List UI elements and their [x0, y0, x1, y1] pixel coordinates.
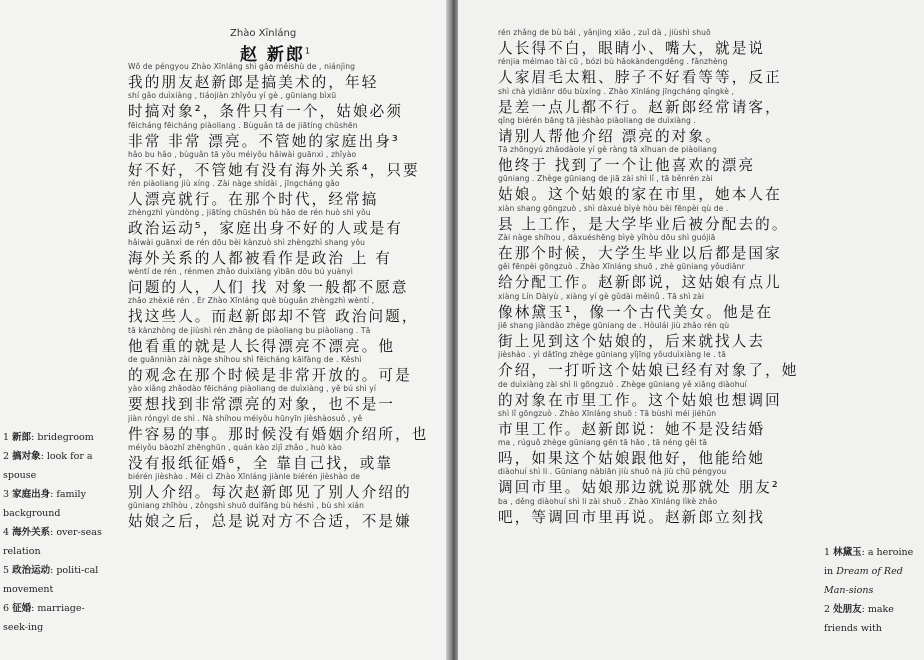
footnote-sep: : [40, 451, 47, 462]
text-line [128, 472, 440, 501]
pinyin-line: ba , děng diàohuí shì li zài shuō . Zhào Xīnláng lìkè zhǎo [498, 496, 718, 506]
pinyin-line: diàohuí shì li . Gūniang nàbiān jiù shuō nà jiù chū péngyou [498, 467, 727, 477]
left-page [0, 0, 452, 660]
pinyin-line: Zài nàge shíhou , dàxuéshēng bìyè yǐhòu dōu shì guójiā [498, 233, 716, 243]
chinese-line: 的观念在那个时候是非常开放的。可是 [128, 366, 412, 384]
right-footnotes [824, 543, 924, 638]
pinyin-line: de duìxiàng zài shì li gōngzuò . Zhège gūniang yě xiǎng diàohuí [498, 379, 747, 389]
footnote-def: a heroine in [824, 547, 914, 577]
pinyin-line: rén piàoliang jiù xíng . Zài nàge shídài , jīngcháng gǎo [128, 179, 340, 189]
text-line [128, 414, 440, 443]
footnote [3, 599, 108, 637]
text-line [498, 233, 846, 262]
footnote-term: 搞对象 [12, 451, 41, 462]
footnote-sep: : [50, 527, 57, 538]
footnote [3, 447, 108, 485]
chinese-line: 政治运动⁵，家庭出身不好的人或是有 [128, 220, 404, 238]
footnote-def: family background [3, 489, 86, 519]
text-line [498, 87, 846, 116]
text-line [498, 497, 846, 526]
text-line [498, 350, 846, 379]
chinese-line: 在那个时候，大学生毕业以后都是国家 [498, 245, 782, 263]
text-line [128, 296, 440, 325]
footnote-term: 海外关系 [12, 527, 51, 538]
text-line [498, 116, 846, 145]
title-note-ref: 1 [304, 46, 313, 56]
footnote [824, 543, 924, 600]
chinese-line: 像林黛玉¹，像一个古代美女。他是在 [498, 303, 774, 321]
chinese-line: 人长得不白，眼睛小、嘴大，就是说 [498, 40, 766, 57]
pinyin-line: gūniang . Zhège gūniang de jiā zài shì lǐ , tā běnrén zài [498, 174, 713, 184]
footnote-term: 处朋友 [833, 604, 862, 615]
pinyin-line: shì chà yìdiǎnr dōu bùxíng . Zhào Xīnláng jīngcháng qǐngkè , [498, 86, 735, 96]
right-text-block [498, 28, 846, 526]
pinyin-line: fēicháng fēicháng piàoliang . Bùguǎn tā de jiātíng chūshēn [128, 120, 358, 130]
footnote-num: 5 [3, 565, 13, 576]
chinese-line: 别人介绍。每次赵新郎见了别人介绍的 [128, 484, 412, 502]
chinese-line: 县 上工作，是大学毕业后被分配去的。 [498, 215, 789, 233]
chinese-line: 没有报纸征婚⁶，全 靠自己找，或靠 [128, 454, 394, 472]
text-line [128, 91, 440, 120]
footnote-extra: Dream of Red Man-sions [824, 566, 903, 596]
pinyin-line: méiyǒu bàozhǐ zhēnghūn , quán kào zìjǐ zhǎo , huò kào [128, 442, 342, 452]
footnote-sep: : [861, 604, 868, 615]
text-line [128, 384, 440, 413]
chinese-line: 姑娘。这个姑娘的家在市里，她本人在 [498, 186, 782, 204]
chinese-line: 市里工作。赵新郎说：她不是没结婚 [498, 420, 766, 438]
text-line [498, 321, 846, 350]
footnote-def: bridegroom [37, 432, 94, 443]
text-line [498, 292, 846, 321]
text-line [498, 262, 846, 291]
pinyin-line: qǐng biérén bāng tā jièshào piàoliang de duìxiàng . [498, 115, 696, 125]
footnote-term: 政治运动 [12, 565, 51, 576]
chinese-line: 街上见到这个姑娘的，后来就找人去 [498, 332, 766, 350]
chinese-line: 他看重的就是人长得漂亮不漂亮。他 [128, 337, 396, 355]
chinese-line: 调回市里。姑娘那边就说那就处 朋友² [498, 479, 780, 497]
chinese-line: 吧，等调回市里再说。赵新郎立刻找 [498, 508, 766, 526]
chinese-line: 要想找到非常漂亮的对象，也不是一 [128, 396, 396, 414]
footnote-def: make friends with [824, 604, 894, 634]
left-footnotes [3, 428, 108, 637]
text-line [498, 145, 846, 174]
footnote-def: politi-cal movement [3, 565, 99, 595]
chinese-line: 的对象在市里工作。这个姑娘也想调回 [498, 391, 782, 409]
text-line [498, 409, 846, 438]
pinyin-line: rénjia méimao tài cū , bózi bù hǎokàndengděng . fǎnzhèng [498, 57, 728, 67]
pinyin-line: zhǎo zhèxiē rén . Ér Zhào Xīnláng què bùguǎn zhèngzhì wèntí , [128, 296, 375, 306]
footnote-term: 林黛玉 [833, 547, 862, 558]
pinyin-line: tā kànzhòng de jiùshì rén zhǎng de piàoliang bu piàoliang . Tā [128, 325, 371, 335]
text-line [498, 438, 846, 467]
text-line [498, 204, 846, 233]
footnote [824, 600, 924, 638]
pinyin-line: ma , rúguǒ zhège gūniang gēn tā hǎo , tā néng gěi tā [498, 438, 708, 448]
pinyin-line: de guānniàn zài nàge shíhou shì fēicháng kāifàng de . Kěshì [128, 354, 362, 364]
text-line [128, 355, 440, 384]
text-line [498, 57, 846, 86]
pinyin-line: zhèngzhì yùndòng , jiātíng chūshēn bù hǎo de rén huò shì yǒu [128, 208, 371, 218]
chinese-line: 问题的人，人们 找 对象一般都不愿意 [128, 279, 409, 297]
chinese-line: 好不好，不管她有没有海外关系⁴，只要 [128, 161, 420, 179]
text-line [128, 443, 440, 472]
pinyin-line: jiē shang jiàndào zhège gūniang de . Hòulái jiù zhǎo rén qù [498, 320, 730, 330]
pinyin-line: hǎiwài guānxì de rén dōu bèi kànzuò shì zhèngzhì shang yǒu [128, 237, 366, 247]
chinese-line: 请别人帮他介绍 漂亮的对象。 [498, 127, 722, 145]
footnote-sep: : [50, 489, 57, 500]
left-text-block [128, 62, 440, 531]
chinese-line: 人家眉毛太粗、脖子不好看等等，反正 [498, 69, 782, 87]
chinese-line: 我的朋友赵新郎是搞美术的，年轻 [128, 74, 379, 91]
right-page [458, 0, 924, 660]
pinyin-line: gūniang zhīhòu , zǒngshì shuō duìfāng bù héshì , bù shì xián [128, 501, 365, 511]
chinese-line: 介绍，一打听这个姑娘已经有对象了，她 [498, 362, 799, 380]
footnote-def: marriage-seek-ing [3, 603, 85, 633]
pinyin-line: shì lǐ gōngzuò . Zhào Xīnláng shuō : Tā bùshì méi jiéhūn [498, 408, 717, 418]
footnote-num: 2 [3, 451, 13, 462]
chinese-line: 时搞对象²，条件只有一个，姑娘必须 [128, 103, 404, 121]
chinese-line: 是差一点儿都不行。赵新郎经常请客， [498, 98, 782, 116]
pinyin-line: xiàn shang gōngzuò , shì dàxué bìyè hòu bèi fēnpèi qù de . [498, 203, 729, 213]
footnote-num: 6 [3, 603, 13, 614]
text-line [128, 150, 440, 179]
text-line [128, 121, 440, 150]
pinyin-line: jiàn róngyì de shì . Nà shíhou méiyǒu hūnyīn jièshàosuǒ , yě [128, 413, 363, 423]
footnote-term: 新郎 [12, 432, 32, 443]
pinyin-line: gěi fēnpèi gōngzuò . Zhào Xīnláng shuō , zhè gūniang yǒudiǎnr [498, 262, 745, 272]
footnote-sep: : [31, 603, 38, 614]
footnote-sep: : [861, 547, 868, 558]
footnote-sep: : [31, 432, 38, 443]
footnote-def: over-seas relation [3, 527, 102, 557]
footnote [3, 428, 108, 447]
footnote-num: 1 [824, 547, 834, 558]
title-pinyin: Zhào Xīnláng [230, 28, 297, 39]
text-line [498, 174, 846, 203]
text-line [128, 326, 440, 355]
pinyin-line: biérén jièshào . Měi cì Zhào Xīnláng jiànle biérén jièshào de [128, 472, 361, 482]
footnote-num: 1 [3, 432, 13, 443]
pinyin-line: wèntí de rén , rénmen zhǎo duìxiàng yìbān dōu bú yuànyì [128, 267, 353, 277]
title-text: 赵 新郎 [240, 45, 305, 65]
footnote-num: 3 [3, 489, 13, 500]
footnote-num: 4 [3, 527, 13, 538]
pinyin-line: Tā zhōngyú zhǎodàole yí gè ràng tā xǐhuan de piàoliang [498, 145, 717, 155]
text-line [128, 267, 440, 296]
text-line [128, 62, 440, 91]
pinyin-line: Wǒ de péngyou Zhào Xīnláng shì gǎo měishù de , niánjìng [128, 62, 356, 71]
chinese-line: 人漂亮就行。在那个时代，经常搞 [128, 191, 379, 209]
footnote-def: look for a spouse [3, 451, 93, 481]
footnote-term: 家庭出身 [12, 489, 51, 500]
text-line [128, 238, 440, 267]
text-line [498, 380, 846, 409]
chinese-line: 件容易的事。那时候没有婚姻介绍所，也 [128, 425, 429, 443]
text-line [498, 467, 846, 496]
pinyin-line: jièshào . yì dǎtīng zhège gūniang yǐjīng yǒuduìxiàng le . tā [498, 350, 726, 360]
pinyin-line: rén zhǎng de bù bái , yǎnjing xiǎo , zuǐ dà , jiùshì shuō [498, 28, 711, 37]
footnote-term: 征婚 [12, 603, 32, 614]
chinese-line: 找这些人。而赵新郎却不管 政治问题， [128, 308, 419, 326]
chinese-line: 非常 非常 漂亮。不管她的家庭出身³ [128, 132, 400, 150]
footnote-sep: : [50, 565, 57, 576]
chinese-line: 吗，如果这个姑娘跟他好，他能给她 [498, 450, 766, 468]
text-line [128, 208, 440, 237]
pinyin-line: xiàng Lín Dàiyù , xiàng yí gè gǔdài měinǚ . Tā shì zài [498, 291, 705, 301]
text-line [498, 28, 846, 57]
footnote [3, 485, 108, 523]
pinyin-line: hǎo bu hǎo , bùguǎn tā yǒu méiyǒu hǎiwài guānxì , zhǐyào [128, 149, 357, 159]
footnote [3, 523, 108, 561]
chinese-line: 海外关系的人都被看作是政治 上 有 [128, 249, 392, 267]
chinese-line: 姑娘之后，总是说对方不合适，不是嫌 [128, 513, 412, 531]
text-line [128, 179, 440, 208]
footnote-num: 2 [824, 604, 834, 615]
chinese-line: 他终于 找到了一个让他喜欢的漂亮 [498, 157, 756, 175]
pinyin-line: shí gǎo duìxiàng , tiáojiàn zhǐyǒu yí gè , gūniang bìxū [128, 91, 337, 101]
text-line [128, 501, 440, 530]
pinyin-line: yào xiǎng zhǎodào fēicháng piàoliang de duìxiàng , yě bú shì yí [128, 384, 377, 394]
chinese-line: 给分配工作。赵新郎说，这姑娘有点儿 [498, 274, 782, 292]
footnote [3, 561, 108, 599]
